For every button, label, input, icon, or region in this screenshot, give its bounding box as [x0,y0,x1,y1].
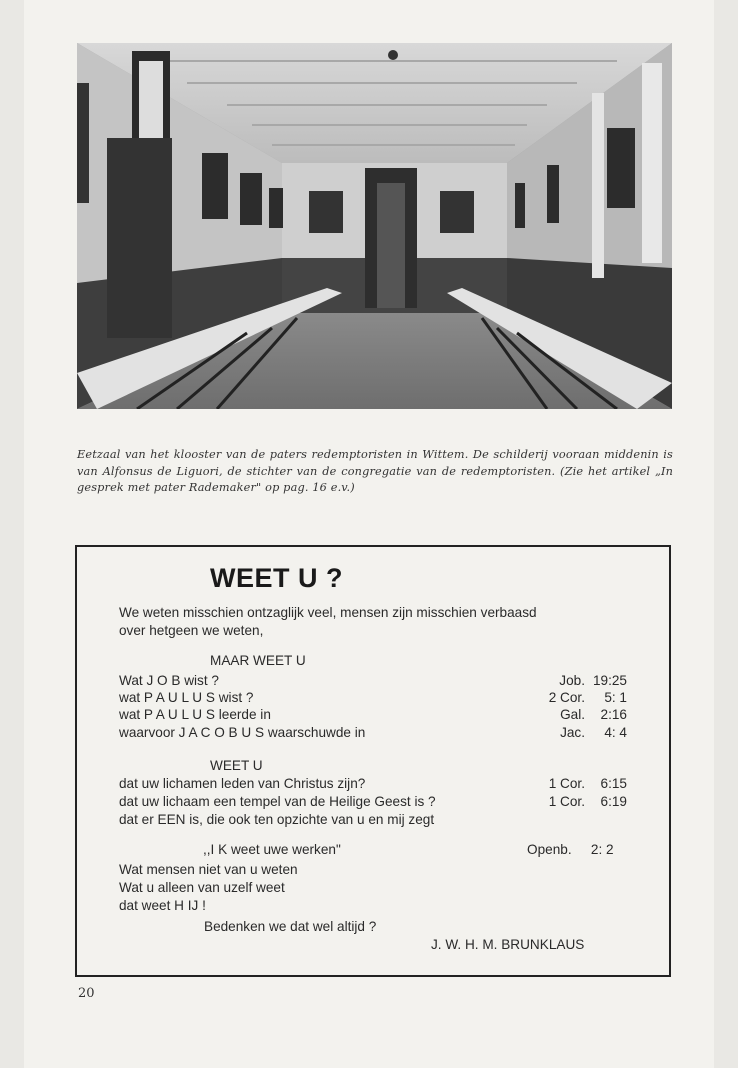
ref-book: Jac. [560,725,585,740]
scripture-ref [535,672,627,689]
intro-line: We weten misschien ontzaglijk veel, mensen zijn misschien verbaasd [119,605,537,620]
verse-line: dat er EEN is, die ook ten opzichte van u en mij zegt [119,812,435,827]
verse-line: Wat J O B wist ? [119,673,219,688]
ref-verse: 2:16 [600,707,627,722]
verse-line: waarvoor J A C O B U S waarschuwde in [119,725,366,740]
photo-caption: Eetzaal van het klooster van de paters redemptoristen in Wittem. De schilderij vooraan middenin is van Alfonsus de Liguori, de stichter van de congregatie van de redemptoristen. (Zie het artikel „In gesprek met pater Rademaker" op pag. 16 e.v.) [77,448,673,494]
scripture-ref [535,689,627,706]
closing-question: Bedenken we dat wel altijd ? [204,919,377,934]
refectory-photo [77,43,672,409]
page-number: 20 [78,986,95,1001]
scripture-ref [535,793,627,810]
verse-line: wat P A U L U S wist ? [119,690,254,705]
closing-line: Wat mensen niet van u weten [119,862,298,877]
scripture-ref [535,775,627,792]
scripture-ref [527,841,614,858]
intro-line: over hetgeen we weten, [119,623,264,638]
closing-line: Wat u alleen van uzelf weet [119,880,285,895]
ref-book: Gal. [560,707,585,722]
poem-title: WEET U ? [210,563,343,593]
section-heading: WEET U [210,758,263,773]
author: J. W. H. M. BRUNKLAUS [431,937,585,952]
quote-line: ,,I K weet uwe werken" [203,842,341,857]
ref-book: 2 Cor. [548,690,585,705]
verse-line: dat uw lichaam een tempel van de Heilige Geest is ? [119,794,436,809]
ref-verse: 6:19 [600,794,627,809]
ref-book: 1 Cor. [548,776,585,791]
closing-line: dat weet H IJ ! [119,898,206,913]
ref-verse: 5: 1 [604,690,627,705]
verse-line: wat P A U L U S leerde in [119,707,271,722]
ref-verse: 4: 4 [604,725,627,740]
section-heading: MAAR WEET U [210,653,306,668]
scripture-ref [535,724,627,741]
scripture-ref [535,706,627,723]
ref-book: Job. [559,673,585,688]
ref-verse: 2: 2 [590,842,614,857]
ref-verse: 6:15 [600,776,627,791]
verse-line: dat uw lichamen leden van Christus zijn? [119,776,366,791]
ref-book: Openb. [527,842,572,857]
ref-verse: 19:25 [592,673,627,688]
ref-book: 1 Cor. [548,794,585,809]
